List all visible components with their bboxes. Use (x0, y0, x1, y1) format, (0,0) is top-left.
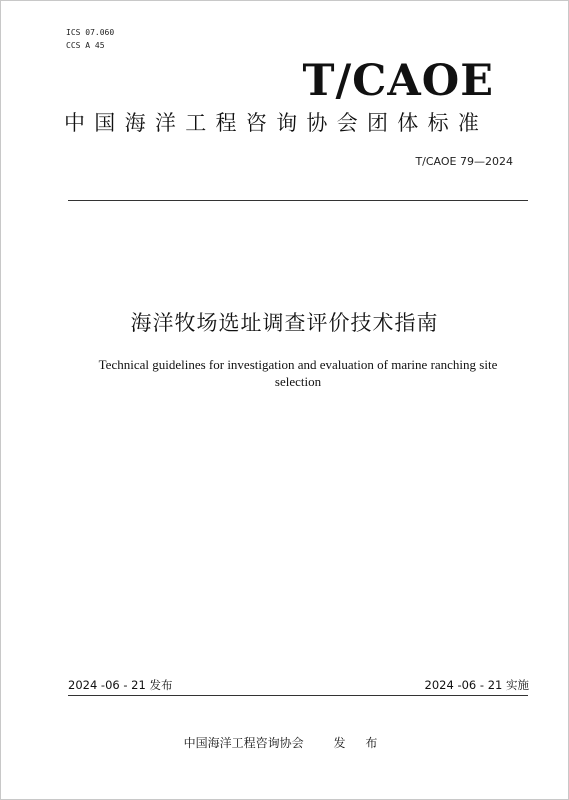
document-title-zh: 海洋牧场选址调查评价技术指南 (130, 311, 439, 335)
classification-codes (66, 26, 114, 52)
publisher-org: 中国海洋工程咨询协会 (183, 736, 304, 750)
publisher-action: 发 布 (333, 736, 386, 750)
standard-logo: T/CAOE (302, 56, 494, 106)
standard-number: T/CAOE 79—2024 (415, 155, 513, 168)
publisher-line (0, 734, 569, 751)
implementation-date: 2024 -06 - 21 实施 (424, 678, 529, 692)
org-standard-title: 中国海洋工程咨询协会团体标准 (64, 111, 489, 135)
ics-code: ICS 07.060 (66, 28, 115, 37)
issue-date: 2024 -06 - 21 发布 (68, 678, 173, 692)
document-title-en: Technical guidelines for investigation and evaluation of marine ranching site selection (98, 357, 498, 389)
ccs-code: CCS A 45 (66, 41, 105, 50)
bottom-divider (68, 695, 528, 696)
top-divider (68, 200, 528, 201)
